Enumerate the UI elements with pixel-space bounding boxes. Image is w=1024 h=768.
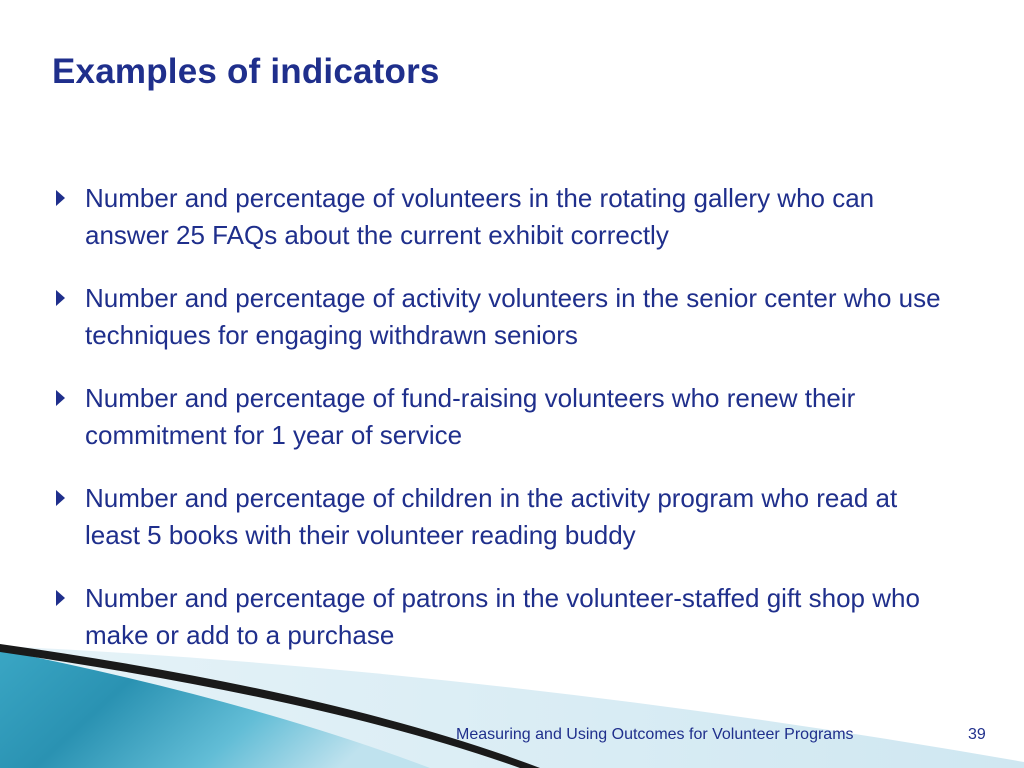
bullet-text: Number and percentage of fund-raising volunteers who renew their commitment for 1 year of service xyxy=(85,383,856,450)
bullet-text: Number and percentage of volunteers in the rotating gallery who can answer 25 FAQs about the current exhibit correctly xyxy=(85,183,875,250)
bullet-text: Number and percentage of patrons in the volunteer-staffed gift shop who make or add to a purchase xyxy=(85,583,920,650)
arrow-bullet-icon xyxy=(56,190,65,206)
bullet-text: Number and percentage of activity volunteers in the senior center who use techniques for engaging withdrawn seniors xyxy=(85,283,941,350)
footer-text: Measuring and Using Outcomes for Volunteer Programs xyxy=(456,726,854,743)
page-number: 39 xyxy=(968,726,986,743)
arrow-bullet-icon xyxy=(56,390,65,406)
arrow-bullet-icon xyxy=(56,590,65,606)
bullet-list xyxy=(55,180,955,654)
arrow-bullet-icon xyxy=(56,290,65,306)
slide-title: Examples of indicators xyxy=(52,52,440,91)
bullet-text: Number and percentage of children in the activity program who read at least 5 books with their volunteer reading buddy xyxy=(85,483,898,550)
bullet-item xyxy=(55,180,955,254)
bullet-item xyxy=(55,280,955,354)
bullet-item xyxy=(55,480,955,554)
decorative-swoosh xyxy=(0,640,1024,768)
arrow-bullet-icon xyxy=(56,490,65,506)
bullet-item xyxy=(55,380,955,454)
